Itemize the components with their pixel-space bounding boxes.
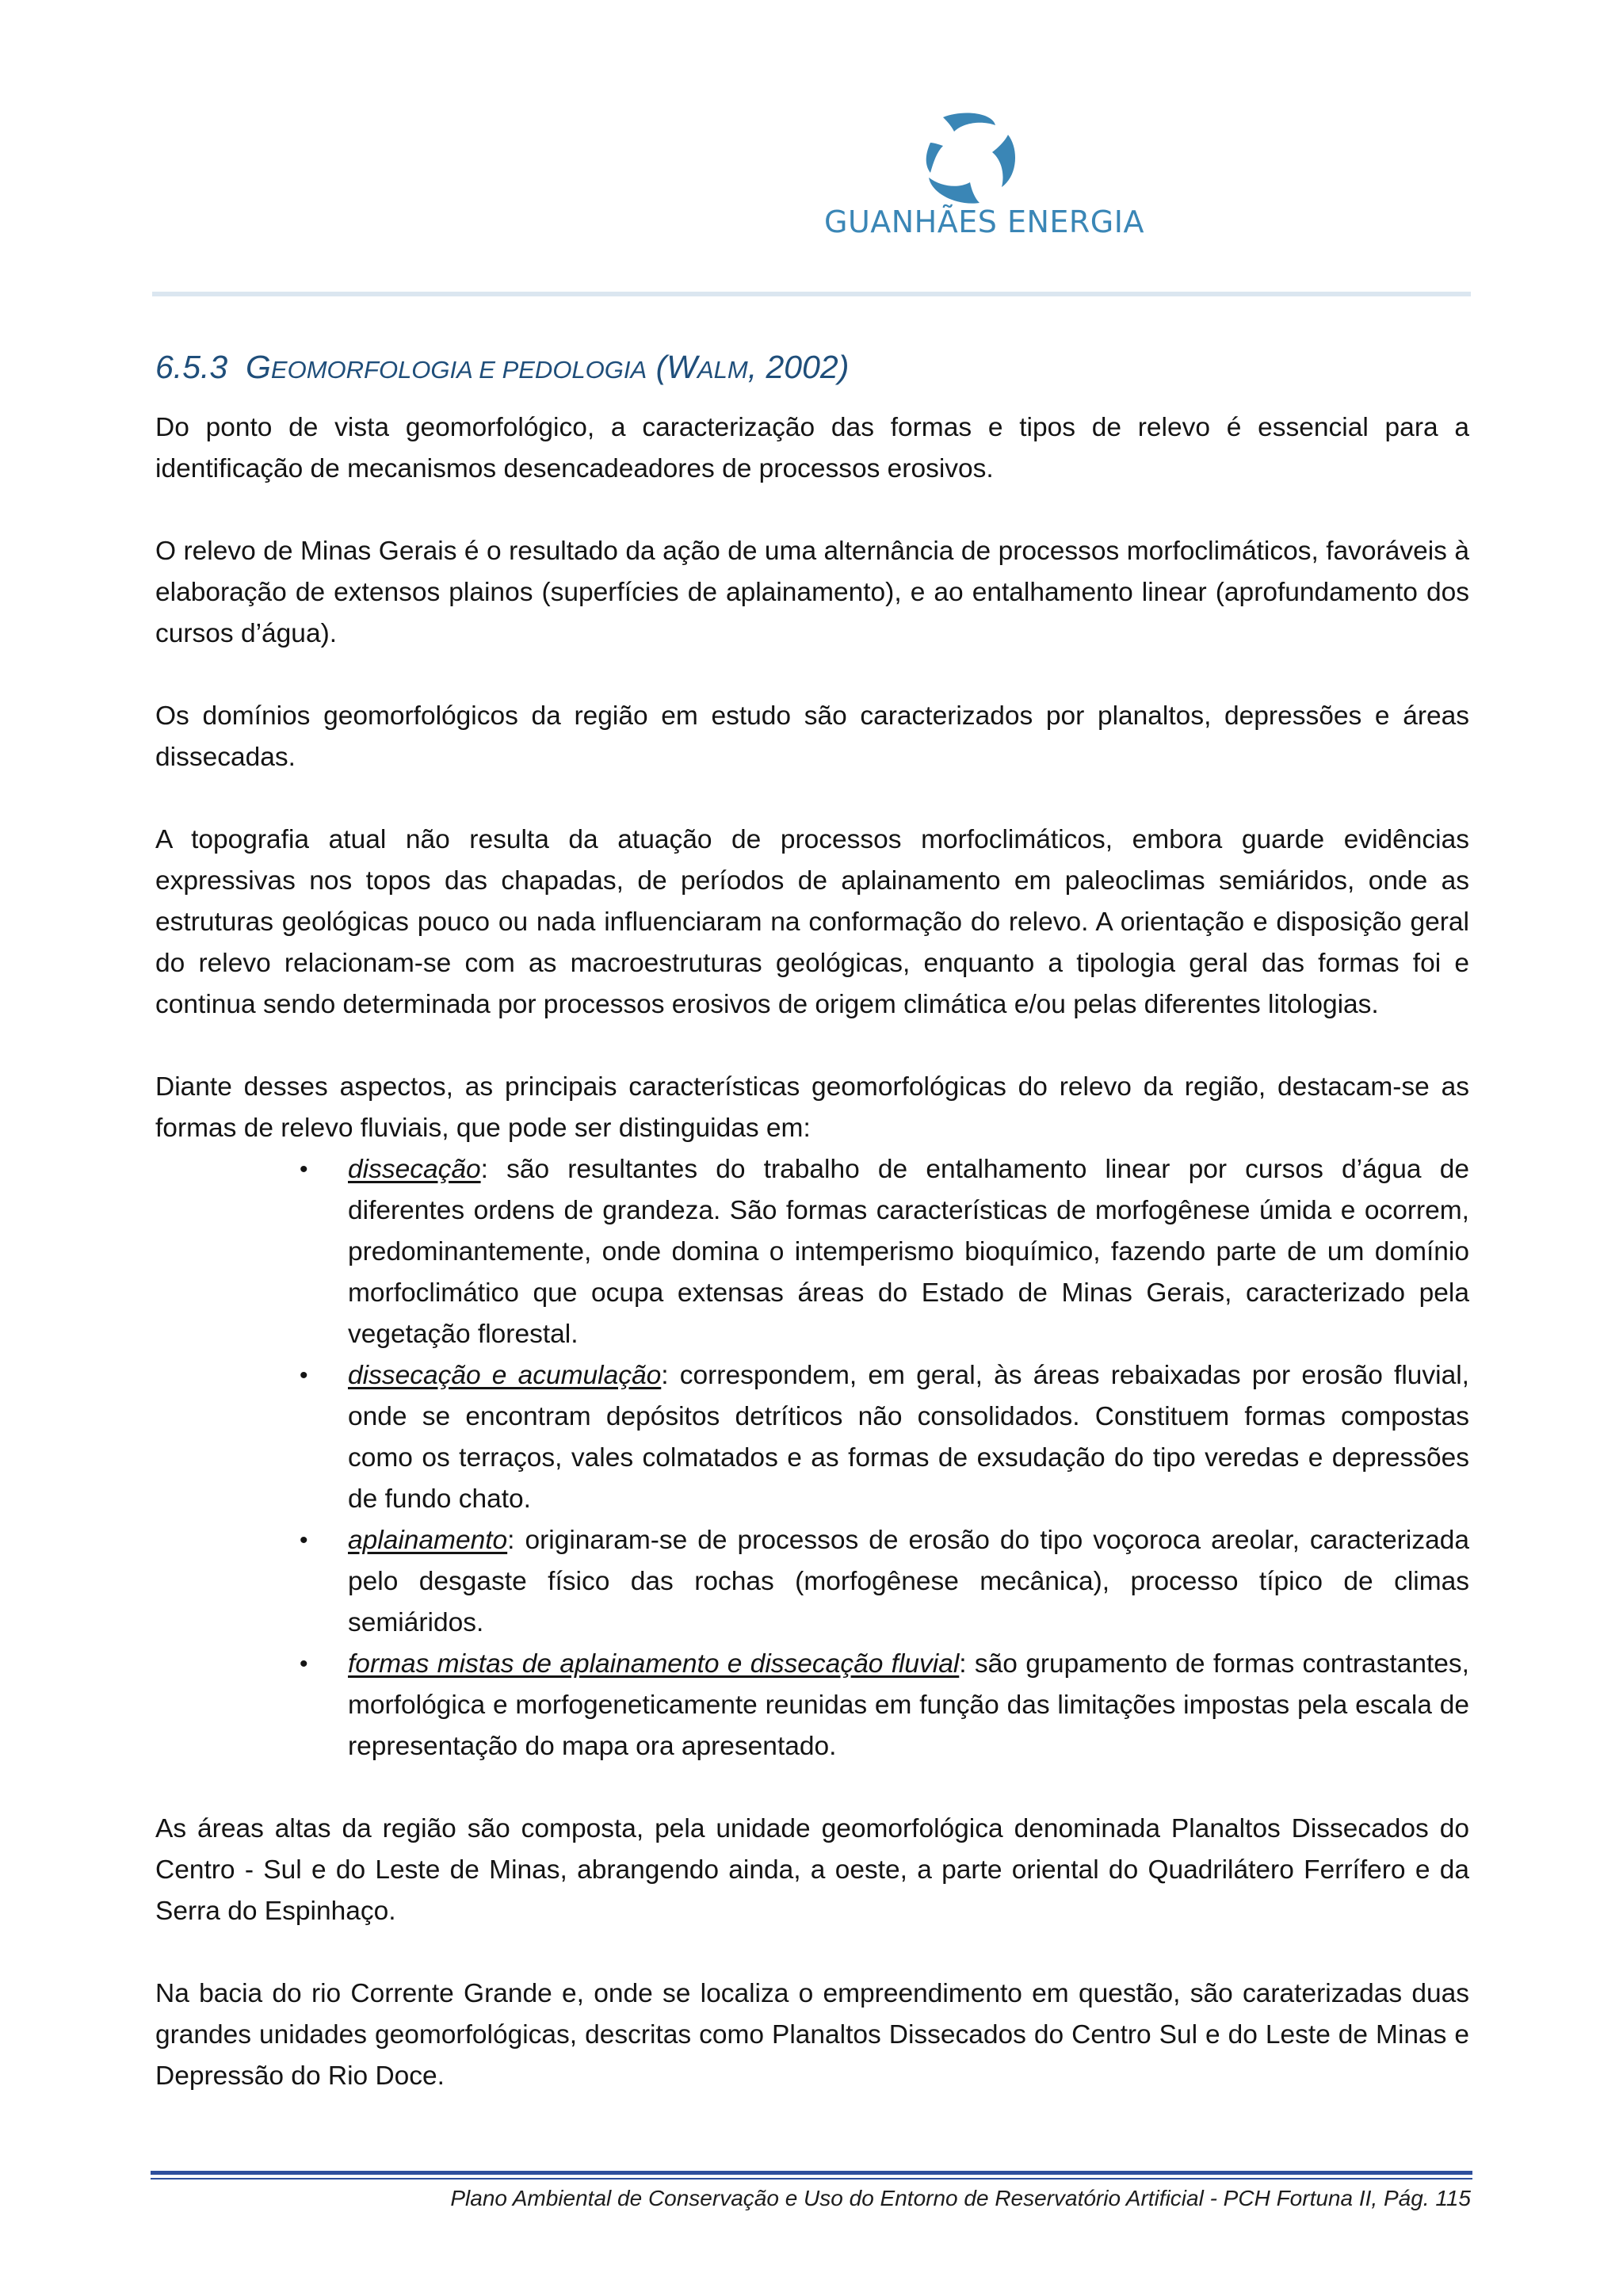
paragraph-intro: Do ponto de vista geomorfológico, a caracterização das formas e tipos de relevo é essencial para a identificação de mecanismos desencadeadores de processos erosivos. <box>155 413 1469 483</box>
paragraph-domains: Os domínios geomorfológicos da região em estudo são caracterizados por planaltos, depressões e áreas dissecadas. <box>155 701 1469 772</box>
list-item-term: dissecação <box>348 1155 481 1184</box>
list-item <box>300 1149 1469 1355</box>
bullet-icon: • <box>300 1362 308 1389</box>
logo-swirl-icon <box>919 111 1022 206</box>
list-item-term: dissecação e acumulação <box>348 1361 662 1390</box>
paragraph-basin: Na bacia do rio Corrente Grande e, onde se localiza o empreendimento em questão, são caraterizadas duas grandes unidades geomorfológicas, descritas como Planaltos Dissecados do Centro Sul e do Leste de Minas e Depressão do Rio Doce. <box>155 1979 1469 2091</box>
paragraph-high-areas: As áreas altas da região são composta, pela unidade geomorfológica denominada Planaltos Dissecados do Centro - Sul e do Leste de Minas, abrangendo ainda, a oeste, a parte oriental do Quadrilátero Ferrífero e da Serra do Espinhaço. <box>155 1814 1469 1926</box>
section-title-cap-w: W <box>666 349 697 385</box>
section-number: 6.5.3 <box>155 349 228 385</box>
footer-document-title: Plano Ambiental de Conservação e Uso do Entorno de Reservatório Artificial - PCH Fortuna II, Pág. 115 <box>450 2186 1471 2210</box>
paragraph-topography: A topografia atual não resulta da atuação de processos morfoclimáticos, embora guarde evidências expressivas nos topos das chapadas, de períodos de aplainamento em paleoclimas semiáridos, onde as estruturas geológicas pouco ou nada influenciaram na conformação do relevo. A orientação e disposição geral do relevo relacionam-se com as macroestruturas geológicas, enquanto a tipologia geral das formas foi e continua sendo determinada por processos erosivos de origem climática e/ou pelas diferentes litologias. <box>155 825 1469 1019</box>
list-item <box>300 1355 1469 1520</box>
section-title-tail: , 2002) <box>747 349 850 385</box>
paragraph-aspects: Diante desses aspectos, as principais características geomorfológicas do relevo da região, destacam-se as formas de relevo fluviais, que pode ser distinguidas em: <box>155 1072 1469 1143</box>
logo-text: GUANHÃES ENERGIA <box>824 204 1144 239</box>
body-content <box>155 407 1469 2138</box>
section-title-smallcaps-1: EOMORFOLOGIA E PEDOLOGIA <box>270 356 647 384</box>
list-item-term: aplainamento <box>348 1526 508 1555</box>
list-item <box>300 1644 1469 1767</box>
list-item <box>300 1520 1469 1644</box>
header-divider <box>152 292 1471 296</box>
section-title-cap-g: G <box>246 349 271 385</box>
section-heading <box>155 349 1423 386</box>
bullet-icon: • <box>300 1156 308 1182</box>
section-title-smallcaps-2: ALM <box>697 356 748 384</box>
list-item-text: : são grupamento de formas contrastantes, morfológica e morfogeneticamente reunidas em função das limitações impostas pela escala de representação do mapa ora apresentado. <box>348 1649 1469 1761</box>
list-item-text: : correspondem, em geral, às áreas rebaixadas por erosão fluvial, onde se encontram depósitos detríticos não consolidados. Constituem formas compostas como os terraços, vales colmatados e as formas de exsudação do tipo veredas e depressões de fundo chato. <box>348 1361 1469 1514</box>
bullet-icon: • <box>300 1527 308 1553</box>
bullet-icon: • <box>300 1651 308 1677</box>
company-logo <box>816 111 1144 246</box>
list-item-term: formas mistas de aplainamento e dissecação fluvial <box>348 1649 960 1679</box>
footer-divider-thin <box>151 2178 1472 2179</box>
list-item-text: : são resultantes do trabalho de entalhamento linear por cursos d’água de diferentes ordens de grandeza. São formas características de morfogênese úmida e ocorrem, predominantemente, onde domina o intemperismo bioquímico, fazendo parte de um domínio morfoclimático que ocupa extensas áreas do Estado de Minas Gerais, caracterizado pela vegetação florestal. <box>348 1155 1469 1349</box>
list-item-text: : originaram-se de processos de erosão do tipo voçoroca areolar, caracterizada pelo desgaste físico das rochas (morfogênese mecânica), processo típico de climas semiáridos. <box>348 1526 1469 1637</box>
section-title-paren: ( <box>655 349 667 385</box>
footer-divider-thick <box>151 2171 1472 2175</box>
relief-forms-list <box>155 1149 1469 1767</box>
paragraph-relief-minas: O relevo de Minas Gerais é o resultado da ação de uma alternância de processos morfoclimáticos, favoráveis à elaboração de extensos plainos (superfícies de aplainamento), e ao entalhamento linear (aprofundamento dos cursos d’água). <box>155 537 1469 648</box>
